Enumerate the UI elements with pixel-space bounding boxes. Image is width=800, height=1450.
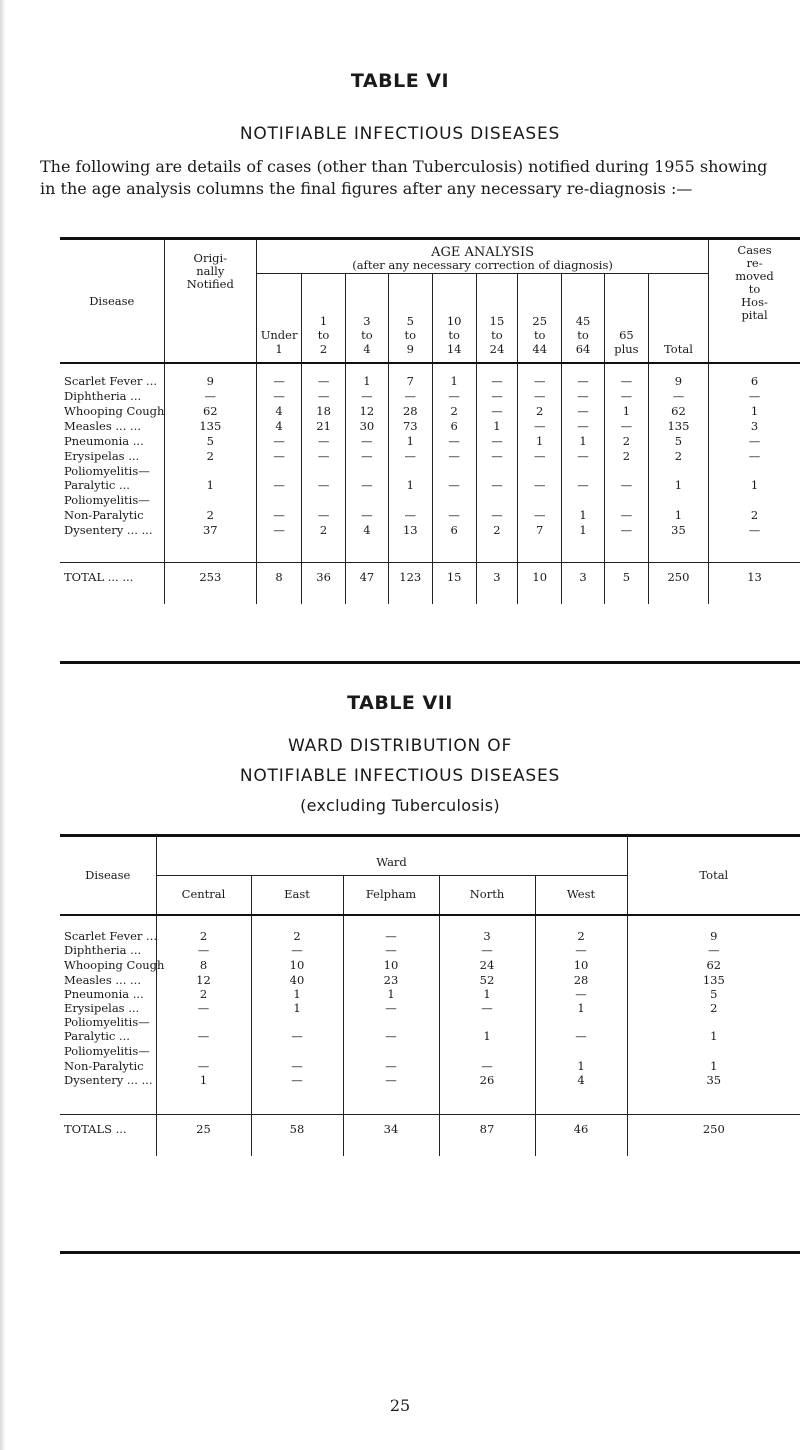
table-cell: 12 [156,973,251,987]
table-row [60,419,800,434]
table-row [60,493,800,507]
table-cell: 1 [518,434,562,449]
table-cell: 135 [164,419,256,434]
table-cell: 135 [627,973,800,987]
disease-name: Scarlet Fever ... [64,374,158,388]
table-cell: 28 [535,973,627,987]
table-cell: 28 [388,404,432,419]
table-cell: 2 [604,449,648,464]
table-cell: — [604,389,648,404]
table-cell: 4 [257,404,302,419]
table-cell: 1 [251,1001,343,1015]
disease-name: Paralytic ... [64,1029,130,1043]
table-cell: — [257,507,302,524]
table-cell: — [604,478,648,493]
table-cell [535,1044,627,1058]
table-total-row [60,1114,800,1156]
table-vi-bottom-rule [60,661,800,664]
disease-name: Whooping Cough [64,957,165,972]
table-cell: 5 [164,434,256,449]
table-cell: 135 [648,419,708,434]
table-cell [343,1015,439,1029]
disease-name: Erysipelas ... [64,449,140,463]
table-cell: 40 [251,973,343,987]
table-cell: 1 [388,434,432,449]
table-cell: 62 [164,404,256,419]
table-vii-heading-line-1: WARD DISTRIBUTION OF [287,736,513,756]
table-cell: — [302,434,346,449]
table-cell: — [156,1001,251,1015]
table-cell: — [257,524,302,562]
disease-name: Dysentery ... ... [64,523,153,537]
table-row [60,1044,800,1058]
table-cell: 2 [648,449,708,464]
disease-name: Pneumonia ... [64,434,144,448]
total-cell: 250 [648,562,708,604]
table-cell: 4 [535,1074,627,1114]
disease-name: Pneumonia ... [64,986,144,1001]
table-cell: 10 [535,957,627,973]
table-cell [388,493,432,507]
table-cell: 6 [432,419,476,434]
table-cell: 1 [535,1058,627,1074]
table-cell [476,493,518,507]
table-cell: — [156,1058,251,1074]
table-cell: 2 [518,404,562,419]
table-cell: 73 [388,419,432,434]
ward-column-header: Felpham [343,875,439,915]
table-row [60,957,800,973]
table-cell: 1 [562,524,605,562]
table-cell: — [476,478,518,493]
table-cell: — [476,363,518,389]
table-cell: 9 [164,363,256,389]
total-cell: 87 [439,1114,535,1156]
total-label: TOTALS ... [60,1114,156,1156]
table-cell: 1 [439,987,535,1001]
table-cell: 1 [476,419,518,434]
table-cell [257,493,302,507]
table-cell: 5 [648,434,708,449]
table-cell: 4 [346,524,389,562]
table-cell [648,493,708,507]
table-row [60,404,800,419]
table-cell: — [604,507,648,524]
table-cell: 2 [476,524,518,562]
table-cell: 8 [156,957,251,973]
table-row [60,464,800,478]
disease-name: Non-Paralytic [64,508,144,522]
disease-name: Dysentery ... ... [64,1073,153,1087]
table-vi-age-col-header: 45 to 64 [562,273,605,363]
table-cell: — [518,449,562,464]
table-cell: — [535,987,627,1001]
table-cell: 12 [346,404,389,419]
table-cell: 2 [432,404,476,419]
table-cell: — [346,389,389,404]
table-vi-age-analysis-header: AGE ANALYSIS (after any necessary correction of diagnosis) [257,240,709,273]
table-cell: — [251,1029,343,1044]
table-cell [562,464,605,478]
table-cell: 1 [251,987,343,1001]
table-row [60,1058,800,1074]
table-cell: 35 [648,524,708,562]
table-row [60,478,800,493]
table-vi-age-col-header: 1 to 2 [302,273,346,363]
table-cell: — [251,1074,343,1114]
table-cell: 30 [346,419,389,434]
table-vi-disease-header: Disease [60,240,164,363]
disease-name: Diphtheria ... [64,389,142,403]
table-cell: — [535,943,627,957]
table-cell: — [439,1058,535,1074]
table-cell: 2 [251,915,343,943]
table-cell: — [709,449,800,464]
table-cell: — [343,1074,439,1114]
table-cell [164,493,256,507]
ward-column-header: West [535,875,627,915]
table-vi-age-col-header: Total [648,273,708,363]
table-cell: 3 [709,419,800,434]
table-cell: 1 [709,404,800,419]
table-cell: — [257,478,302,493]
table-cell: — [346,434,389,449]
total-cell: 10 [518,562,562,604]
table-cell: 6 [432,524,476,562]
disease-name: Measles ... ... [64,419,141,433]
total-cell: 58 [251,1114,343,1156]
table-cell: 1 [627,1029,800,1044]
table-cell [627,1015,800,1029]
table-cell: 35 [627,1074,800,1114]
table-cell: 9 [648,363,708,389]
table-cell: — [518,389,562,404]
table-cell: — [388,389,432,404]
table-cell: 6 [709,363,800,389]
disease-name: Diphtheria ... [64,942,142,957]
table-cell: — [251,1058,343,1074]
table-cell: — [257,363,302,389]
table-total-row [60,562,800,604]
table-vi-title: TABLE VI [350,70,450,92]
table-vi-age-col-header: 25 to 44 [518,273,562,363]
disease-name: Non-Paralytic [64,1058,144,1073]
table-row [60,1001,800,1015]
table-cell: 2 [604,434,648,449]
table-cell: — [604,363,648,389]
table-row [60,389,800,404]
table-cell [648,464,708,478]
table-cell: — [518,478,562,493]
table-cell: — [562,389,605,404]
total-cell: 8 [257,562,302,604]
table-row [60,524,800,562]
table-cell: — [432,507,476,524]
ward-column-header: East [251,875,343,915]
table-cell: — [627,943,800,957]
total-cell: 3 [562,562,605,604]
table-cell: — [562,449,605,464]
total-cell: 5 [604,562,648,604]
disease-name: Erysipelas ... [64,1000,140,1015]
disease-name: Measles ... ... [64,972,141,987]
table-vi-notified-header: Origi- nally Notified [164,240,256,363]
table-cell: 1 [627,1058,800,1074]
table-cell: — [156,1029,251,1044]
table-cell: 1 [439,1029,535,1044]
table-cell: 1 [648,478,708,493]
table-row [60,987,800,1001]
table-cell: 2 [535,915,627,943]
total-cell: 25 [156,1114,251,1156]
table-cell [156,1044,251,1058]
ward-column-header: North [439,875,535,915]
table-cell [302,493,346,507]
table-cell: — [432,449,476,464]
table-cell [251,1044,343,1058]
table-cell: — [257,449,302,464]
table-cell: 18 [302,404,346,419]
table-cell: 37 [164,524,256,562]
table-cell: 10 [343,957,439,973]
table-cell: — [251,943,343,957]
table-cell: 62 [627,957,800,973]
disease-name: Whooping Cough [64,404,165,418]
disease-name: Poliomyelitis— [64,492,150,507]
table-cell: — [476,449,518,464]
table-cell: — [302,363,346,389]
table-row [60,1015,800,1029]
table-cell: — [343,943,439,957]
table-cell [302,464,346,478]
table-row [60,449,800,464]
table-cell: — [302,389,346,404]
disease-name: Poliomyelitis— [64,463,150,478]
table-cell: — [343,1029,439,1044]
table-cell: — [562,363,605,389]
table-cell: — [562,419,605,434]
total-cell: 47 [346,562,389,604]
table-cell: — [164,389,256,404]
table-vi-age-col-header: Under 1 [257,273,302,363]
table-cell: — [476,434,518,449]
table-vi-age-col-header: 10 to 14 [432,273,476,363]
table-vi-age-col-header: 3 to 4 [346,273,389,363]
table-cell: — [709,389,800,404]
table-cell: — [432,389,476,404]
table-cell: — [709,524,800,562]
table-cell: 26 [439,1074,535,1114]
table-vi-intro: The following are details of cases (other than Tuberculosis) notified during 1955 showing in the age analysis columns the final figures after any necessary re-diagnosis :— [40,157,768,198]
table-cell: 21 [302,419,346,434]
table-cell [432,493,476,507]
table-cell: 23 [343,973,439,987]
table-cell: — [432,434,476,449]
ward-column-header: Central [156,875,251,915]
table-cell [346,464,389,478]
table-cell: 2 [709,507,800,524]
table-cell: — [604,419,648,434]
total-cell: 46 [535,1114,627,1156]
disease-name: Poliomyelitis— [64,1043,150,1058]
table-cell: 13 [388,524,432,562]
table-cell [518,464,562,478]
table-cell: 2 [164,507,256,524]
table-cell: 1 [535,1001,627,1015]
table-cell: 9 [627,915,800,943]
table-row [60,973,800,987]
table-cell: — [518,363,562,389]
total-cell: 36 [302,562,346,604]
table-cell: — [439,943,535,957]
page-number: 25 [389,1396,411,1415]
table-cell: — [648,389,708,404]
table-cell [604,464,648,478]
table-cell: — [257,389,302,404]
table-vii-total-header: Total [627,837,800,915]
table-cell: 7 [518,524,562,562]
total-cell: 250 [627,1114,800,1156]
table-cell: 1 [562,507,605,524]
table-cell [604,493,648,507]
table-cell: — [346,449,389,464]
table-cell: — [476,507,518,524]
table-cell: 1 [164,478,256,493]
table-cell: 4 [257,419,302,434]
table-cell: — [343,915,439,943]
disease-name: Paralytic ... [64,478,130,492]
table-cell: — [476,389,518,404]
table-cell: — [535,1029,627,1044]
table-cell [709,493,800,507]
table-cell [388,464,432,478]
table-cell: — [343,1001,439,1015]
table-row [60,915,800,943]
table-row [60,1029,800,1044]
table-cell: 3 [439,915,535,943]
table-cell: 2 [156,915,251,943]
table-cell: — [388,449,432,464]
table-cell [518,493,562,507]
total-cell: 15 [432,562,476,604]
total-cell: 34 [343,1114,439,1156]
table-cell [439,1015,535,1029]
page-edge [0,0,6,1450]
table-cell: 2 [627,1001,800,1015]
table-vii-heading-line-2: NOTIFIABLE INFECTIOUS DISEASES [239,766,561,786]
table-cell: 52 [439,973,535,987]
table-cell: — [346,478,389,493]
table-cell [257,464,302,478]
table-vii [60,837,800,1156]
table-cell [709,464,800,478]
table-cell: — [302,449,346,464]
table-row [60,507,800,524]
table-cell [164,464,256,478]
table-cell: 1 [343,987,439,1001]
total-cell: 3 [476,562,518,604]
table-cell: — [518,507,562,524]
table-cell: — [562,404,605,419]
table-vi-age-col-header: 15 to 24 [476,273,518,363]
table-cell: — [518,419,562,434]
table-vi-removed-header: Cases re- moved to Hos- pital [709,240,800,363]
table-cell [476,464,518,478]
table-cell [562,493,605,507]
table-cell: 1 [388,478,432,493]
table-cell: — [388,507,432,524]
table-cell: 1 [156,1074,251,1114]
table-cell: 1 [604,404,648,419]
table-cell: 62 [648,404,708,419]
table-cell [432,464,476,478]
table-cell: — [709,434,800,449]
table-vii-disease-header: Disease [60,837,156,915]
table-vi [60,240,800,604]
table-vi-age-col-header: 65 plus [604,273,648,363]
table-cell: — [604,524,648,562]
table-cell [627,1044,800,1058]
disease-name: Poliomyelitis— [64,1014,150,1029]
disease-name: Scarlet Fever ... [64,929,158,943]
total-cell: 253 [164,562,256,604]
table-cell: 1 [432,363,476,389]
table-cell: 1 [709,478,800,493]
table-row [60,1074,800,1114]
table-cell [251,1015,343,1029]
table-cell: — [302,507,346,524]
table-cell: — [343,1058,439,1074]
table-cell: 1 [648,507,708,524]
table-vii-bottom-rule [60,1251,800,1254]
table-cell: 7 [388,363,432,389]
total-cell: 13 [709,562,800,604]
table-cell [346,493,389,507]
table-vii-ward-header: Ward [156,837,627,875]
total-cell: 123 [388,562,432,604]
table-row [60,943,800,957]
table-cell: — [562,478,605,493]
table-cell: 2 [164,449,256,464]
table-cell: 5 [627,987,800,1001]
table-vi-age-col-header: 5 to 9 [388,273,432,363]
table-cell: 24 [439,957,535,973]
total-label: TOTAL ... ... [60,562,164,604]
table-cell: — [156,943,251,957]
table-row [60,363,800,389]
table-cell: — [432,478,476,493]
table-cell: 2 [302,524,346,562]
table-cell: — [302,478,346,493]
table-vii-heading-line-3: (excluding Tuberculosis) [300,796,500,815]
table-cell: 10 [251,957,343,973]
table-cell: — [257,434,302,449]
table-cell: — [476,404,518,419]
table-cell [343,1044,439,1058]
table-vii-title: TABLE VII [347,692,453,714]
table-vi-heading: NOTIFIABLE INFECTIOUS DISEASES [239,124,561,144]
table-cell: 1 [562,434,605,449]
table-cell: 1 [346,363,389,389]
table-cell: — [346,507,389,524]
table-cell [439,1044,535,1058]
table-cell: — [439,1001,535,1015]
table-cell [535,1015,627,1029]
table-row [60,434,800,449]
table-cell [156,1015,251,1029]
table-cell: 2 [156,987,251,1001]
